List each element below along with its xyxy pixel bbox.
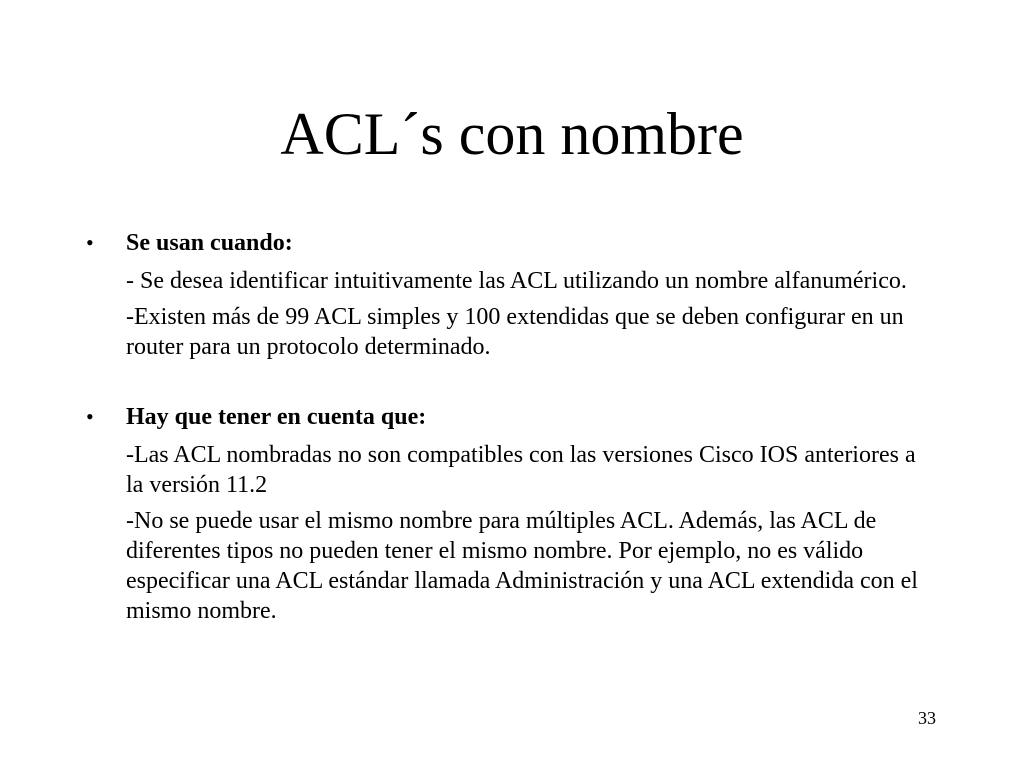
slide-content bbox=[0, 226, 1024, 626]
sub-paragraph: -Existen más de 99 ACL simples y 100 extendidas que se deben configurar en un router para un protocolo determinado. bbox=[126, 304, 904, 360]
bullet-row bbox=[0, 400, 1024, 434]
bullet-row bbox=[0, 226, 1024, 260]
bullet-icon: • bbox=[86, 230, 94, 255]
bullet-section-usage bbox=[0, 226, 1024, 362]
page-number: 33 bbox=[918, 708, 936, 728]
bullet-icon: • bbox=[86, 404, 94, 429]
bullet-heading: Hay que tener en cuenta que: bbox=[126, 404, 427, 430]
bullet-section-considerations bbox=[0, 400, 1024, 626]
sub-paragraph: -Las ACL nombradas no son compatibles con las versiones Cisco IOS anteriores a la versión 11.2 bbox=[126, 442, 916, 498]
slide-title: ACL´s con nombre bbox=[280, 101, 744, 167]
sub-paragraph: -No se puede usar el mismo nombre para múltiples ACL. Además, las ACL de diferentes tipos no pueden tener el mismo nombre. Por ejemplo, no es válido especificar una ACL estándar llamada Administración y una ACL extendida con el mismo nombre. bbox=[126, 508, 918, 624]
bullet-heading: Se usan cuando: bbox=[126, 230, 293, 256]
sub-paragraph: - Se desea identificar intuitivamente las ACL utilizando un nombre alfanumérico. bbox=[126, 268, 907, 294]
